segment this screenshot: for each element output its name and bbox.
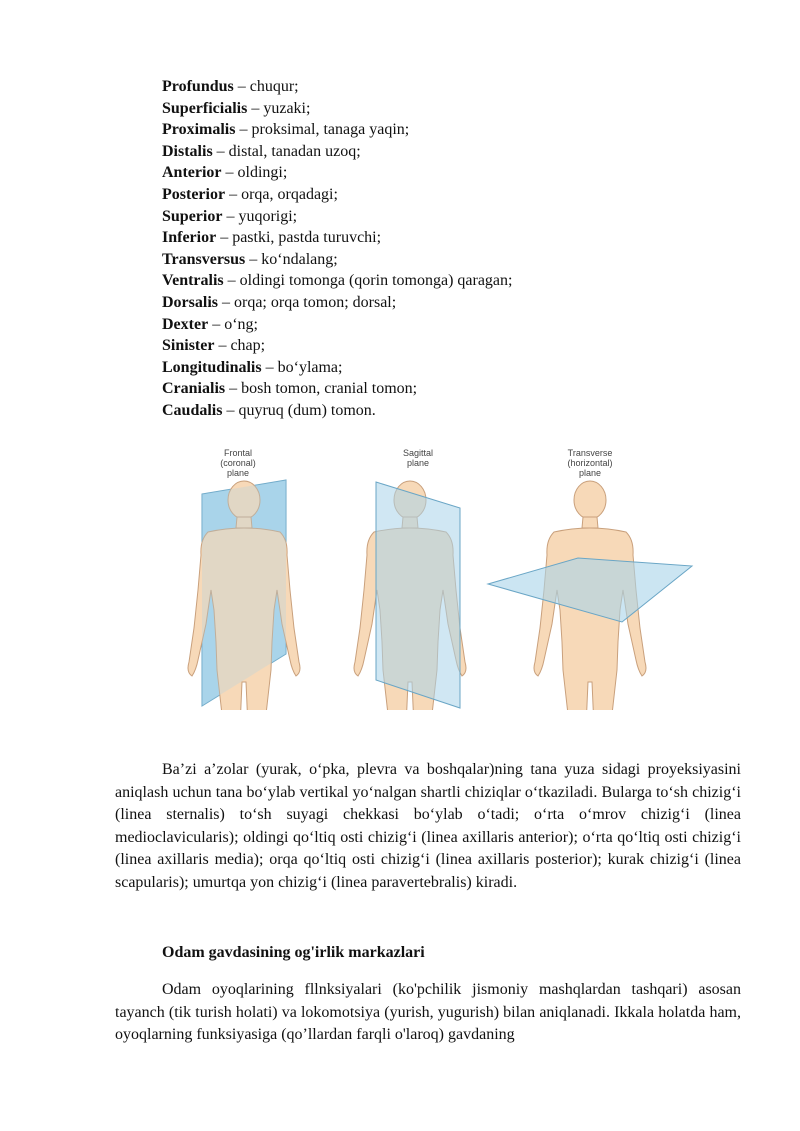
term: Proximalis — [162, 121, 236, 139]
term-definition: – oldingi; — [221, 164, 288, 182]
term-line — [162, 314, 512, 336]
section-heading: Odam gavdasining og'irlik markazlari — [162, 944, 425, 961]
term-definition: – quyruq (dum) tomon. — [222, 401, 376, 419]
term: Superior — [162, 207, 223, 225]
sagittal-plane — [376, 482, 460, 708]
frontal-plane-label-3: plane — [226, 468, 250, 478]
term-line — [162, 119, 512, 141]
term-definition: – bo‘ylama; — [261, 358, 343, 376]
paragraph-text: Ba’zi a’zolar (yurak, o‘pka, plevra va boshqalar)ning tana yuza sidagi proyeksiyasini aniqlash uchun tana bo‘ylab vertikal yo‘nalgan shartli chiziqlar o‘tkaziladi. Bularga to‘sh chizig‘i (linea sternalis) to‘sh suyagi chekkasi bo‘ylab o‘tadi; o‘rta o‘mrov chizig‘i (linea medioclavicularis); oldingi qo‘ltiq osti chizig‘i (linea axillaris anterior); o‘rta qo‘ltiq osti chizig‘i (linea axillaris media); orqa qo‘ltiq osti chizig‘i (linea axillaris posterior); kurak chizig‘i (linea scapularis); umurtqa yon chizig‘i (linea paravertebralis) kiradi. — [115, 761, 741, 891]
anatomical-planes-illustration — [160, 444, 700, 710]
transverse-plane-label-3: plane — [578, 468, 602, 478]
term-line — [162, 184, 512, 206]
term: Sinister — [162, 337, 215, 355]
anatomical-planes-figure — [160, 444, 700, 710]
term: Longitudinalis — [162, 358, 262, 376]
term-line — [162, 292, 512, 314]
term-definition: – proksimal, tanaga yaqin; — [235, 121, 410, 139]
term: Inferior — [162, 229, 217, 247]
transverse-plane-group — [488, 448, 692, 710]
term-definition: – oldingi tomonga (qorin tomonga) qaragan; — [223, 272, 513, 290]
term-definition: – o‘ng; — [208, 315, 258, 333]
term-line — [162, 162, 512, 184]
term-definition: – orqa; orqa tomon; dorsal; — [218, 293, 397, 311]
term-definition: – chap; — [214, 337, 266, 355]
frontal-plane-overlay — [202, 480, 286, 706]
frontal-plane-group — [188, 448, 300, 710]
term: Anterior — [162, 164, 222, 182]
term-definition: – orqa, orqadagi; — [225, 185, 338, 203]
term: Cranialis — [162, 380, 226, 398]
term-definition: – distal, tanadan uzoq; — [212, 142, 361, 160]
frontal-plane-label-1: Frontal — [223, 448, 253, 458]
paragraph-text: Odam oyoqlarining fllnksiyalari (ko'pchilik jismoniy mashqlardan tashqari) asosan tayanch (tik turish holati) va lokomotsiya (yurish, yugurish) bilan aniqlanadi. Ikkala holatda ham, oyoqlarning funksiyasiga (qo’llardan farqli o'laroq) gavdaning — [115, 981, 741, 1043]
term-line — [162, 357, 512, 379]
term-line — [162, 335, 512, 357]
term: Caudalis — [162, 401, 223, 419]
term-definition: – pastki, pastda turuvchi; — [216, 229, 382, 247]
term-line — [162, 98, 512, 120]
sagittal-plane-label-1: Sagittal — [402, 448, 434, 458]
term: Dorsalis — [162, 293, 218, 311]
sagittal-plane-group — [354, 448, 466, 710]
transverse-plane — [488, 558, 692, 622]
sagittal-plane-label-2: plane — [406, 458, 430, 468]
body-paragraph-1 — [115, 759, 741, 894]
transverse-plane-label-1: Transverse — [567, 448, 613, 458]
term-definition: – bosh tomon, cranial tomon; — [225, 380, 418, 398]
transverse-plane-label-2: (horizontal) — [567, 458, 613, 468]
term-line — [162, 76, 512, 98]
term: Distalis — [162, 142, 213, 160]
term-definition: – yuqorigi; — [222, 207, 298, 225]
term-line — [162, 227, 512, 249]
term: Profundus — [162, 78, 234, 95]
body-paragraph-2 — [115, 979, 741, 1047]
term: Superficialis — [162, 99, 248, 117]
frontal-plane-label-2: (coronal) — [220, 458, 256, 468]
term-line — [162, 206, 512, 228]
term-line — [162, 249, 512, 271]
term-definition: – ko‘ndalang; — [245, 250, 338, 268]
term-definition: – chuqur; — [233, 78, 299, 95]
term-line — [162, 141, 512, 163]
term: Dexter — [162, 315, 209, 333]
term: Transversus — [162, 250, 246, 268]
term-definition: – yuzaki; — [247, 99, 311, 117]
term-line — [162, 270, 512, 292]
term: Posterior — [162, 185, 226, 203]
term-line — [162, 378, 512, 400]
term-line — [162, 400, 512, 422]
term: Ventralis — [162, 272, 224, 290]
term-list — [162, 76, 512, 422]
